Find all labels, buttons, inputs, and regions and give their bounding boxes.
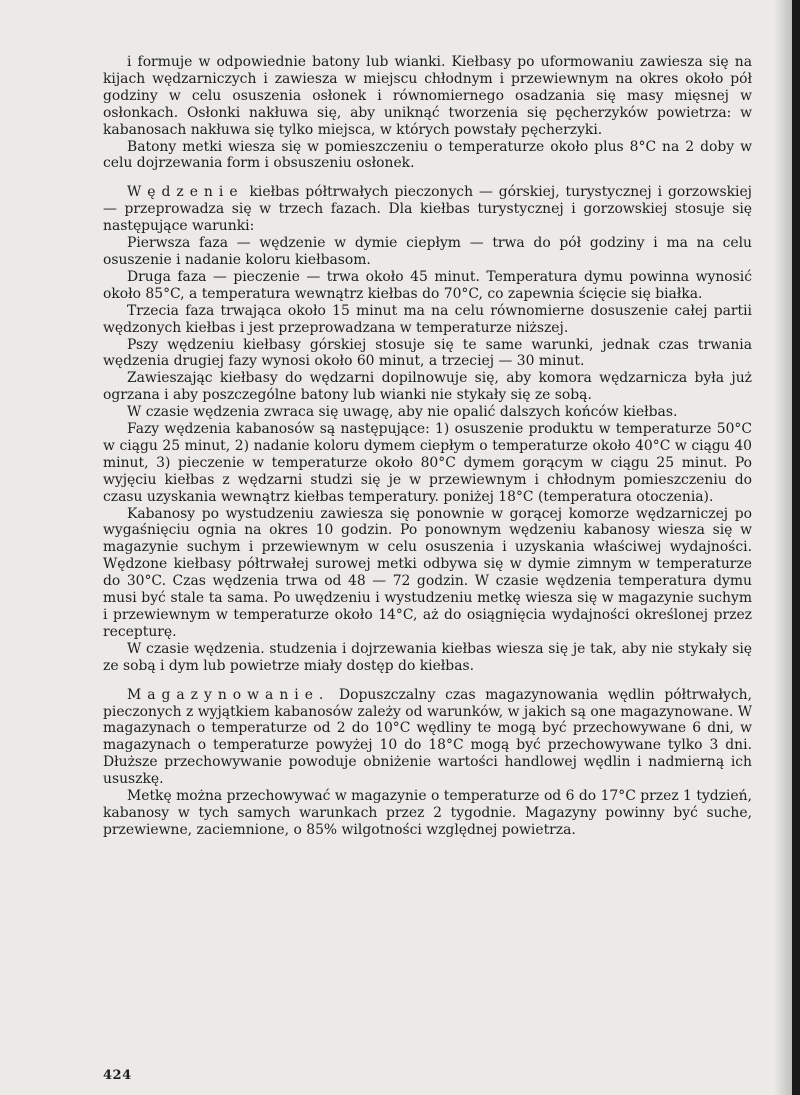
section-lead-smoking: Wędzenie (127, 184, 244, 201)
section-paragraph-smoking: Wędzenie kiełbas półtrwałych pieczonych — górskiej, turystycznej i gorzowskiej — przeprowadza się w trzech fazach. Dla kiełbas turystycznej i gorzowskiej stosuje się następujące warunki: (103, 184, 752, 235)
paragraph: Fazy wędzenia kabanosów są następujące: 1) osuszenie produktu w temperaturze 50°C w ciągu 25 minut, 2) nadanie koloru dymem ciepłym o temperaturze około 40°C w ciągu 40 minut, 3) pieczenie w temperaturze około 80°C dymem gorącym w ciągu 25 minut. Po wyjęciu kiełbas z wędzarni studzi się je w przewiewnym i chłodnym pomieszczeniu do czasu uzyskania wewnątrz kiełbas temperatury. poniżej 18°C (temperatura otoczenia). (103, 421, 752, 505)
body-text (103, 54, 752, 839)
paragraph: Metkę można przechowywać w magazynie o temperaturze od 6 do 17°C przez 1 tydzień, kabanosy w tych samych warunkach przez 2 tygodnie. Magazyny powinny być suche, przewiewne, zaciemnione, o 85% wilgotności względnej powietrza. (103, 788, 752, 838)
paragraph: Druga faza — pieczenie — trwa około 45 minut. Temperatura dymu powinna wynosić około 85°C, a temperatura wewnątrz kiełbas do 70°C, co zapewnia ścięcie się białka. (103, 268, 752, 302)
paragraph: Zawieszając kiełbasy do wędzarni dopilnowuje się, aby komora wędzarnicza była już ogrzana i aby poszczególne batony lub wianki nie stykały się ze sobą. (103, 370, 752, 404)
paragraph: Kabanosy po wystudzeniu zawiesza się ponownie w gorącej komorze wędzarniczej po wygaśnięciu ognia na okres 10 godzin. Po ponownym wędzeniu kabanosy wiesza się w magazynie suchym i przewiewnym w celu osuszenia i uzyskania właściwej wydajności. Wędzone kiełbasy półtrwałej surowej metki odbywa się w dymie zimnym w temperaturze do 30°C. Czas wędzenia trwa od 48 — 72 godzin. W czasie wędzenia temperatura dymu musi być stale ta sama. Po uwędzeniu i wystudzeniu metkę wiesza się w magazynie suchym i przewiewnym w temperaturze około 14°C, aż do osiągnięcia wydajności określonej przez recepturę. (103, 505, 752, 640)
paragraph: W czasie wędzenia zwraca się uwagę, aby nie opalić dalszych końców kiełbas. (127, 404, 678, 421)
paragraph: Pszy wędzeniu kiełbasy górskiej stosuje się te same warunki, jednak czas trwania wędzenia drugiej fazy wynosi około 60 minut, a trzeciej — 30 minut. (103, 336, 752, 370)
paragraph: W czasie wędzenia. studzenia i dojrzewania kiełbas wiesza się je tak, aby nie stykały się ze sobą i dym lub powietrze miały dostęp do kiełbas. (103, 640, 752, 674)
section-lead-storage: Magazynowanie. (127, 686, 330, 703)
paragraph: i formuje w odpowiednie batony lub wianki. Kiełbasy po uformowaniu zawiesza się na kijach wędzarniczych i zawiesza w miejscu chłodnym i przewiewnym na okres około pół godziny w celu osuszenia osłonek i równomiernego osadzania się masy mięsnej w osłonkach. Osłonki nakłuwa się, aby uniknąć tworzenia się pęcherzyków powietrza: w kabanosach nakłuwa się tylko miejsca, w których powstały pęcherzyki. (103, 54, 752, 138)
section-paragraph-storage: Magazynowanie. Dopuszczalny czas magazynowania wędlin półtrwałych, pieczonych z wyjątkiem kabanosów zależy od warunków, w jakich są one magazynowane. W magazynach o temperaturze od 2 do 10°C wędliny te mogą być przechowywane 6 dni, w magazynach o temperaturze powyżej 10 do 18°C mogą być przechowywane tylko 3 dni. Dłuższe przechowywanie powoduje obniżenie wartości handlowej wędlin i nadmierną ich ususzkę. (103, 686, 752, 788)
paragraph: Pierwsza faza — wędzenie w dymie ciepłym — trwa do pół godziny i ma na celu osuszenie i nadanie koloru kiełbasom. (103, 235, 752, 268)
paragraph: Batony metki wiesza się w pomieszczeniu o temperaturze około plus 8°C na 2 doby w celu dojrzewania form i obsuszeniu osłonek. (103, 138, 752, 172)
paragraph: Trzecia faza trwająca około 15 minut ma na celu równomierne dosuszenie całej partii wędzonych kiełbas i jest przeprowadzana w temperaturze niższej. (103, 302, 752, 336)
page-number: 424 (103, 1068, 132, 1083)
